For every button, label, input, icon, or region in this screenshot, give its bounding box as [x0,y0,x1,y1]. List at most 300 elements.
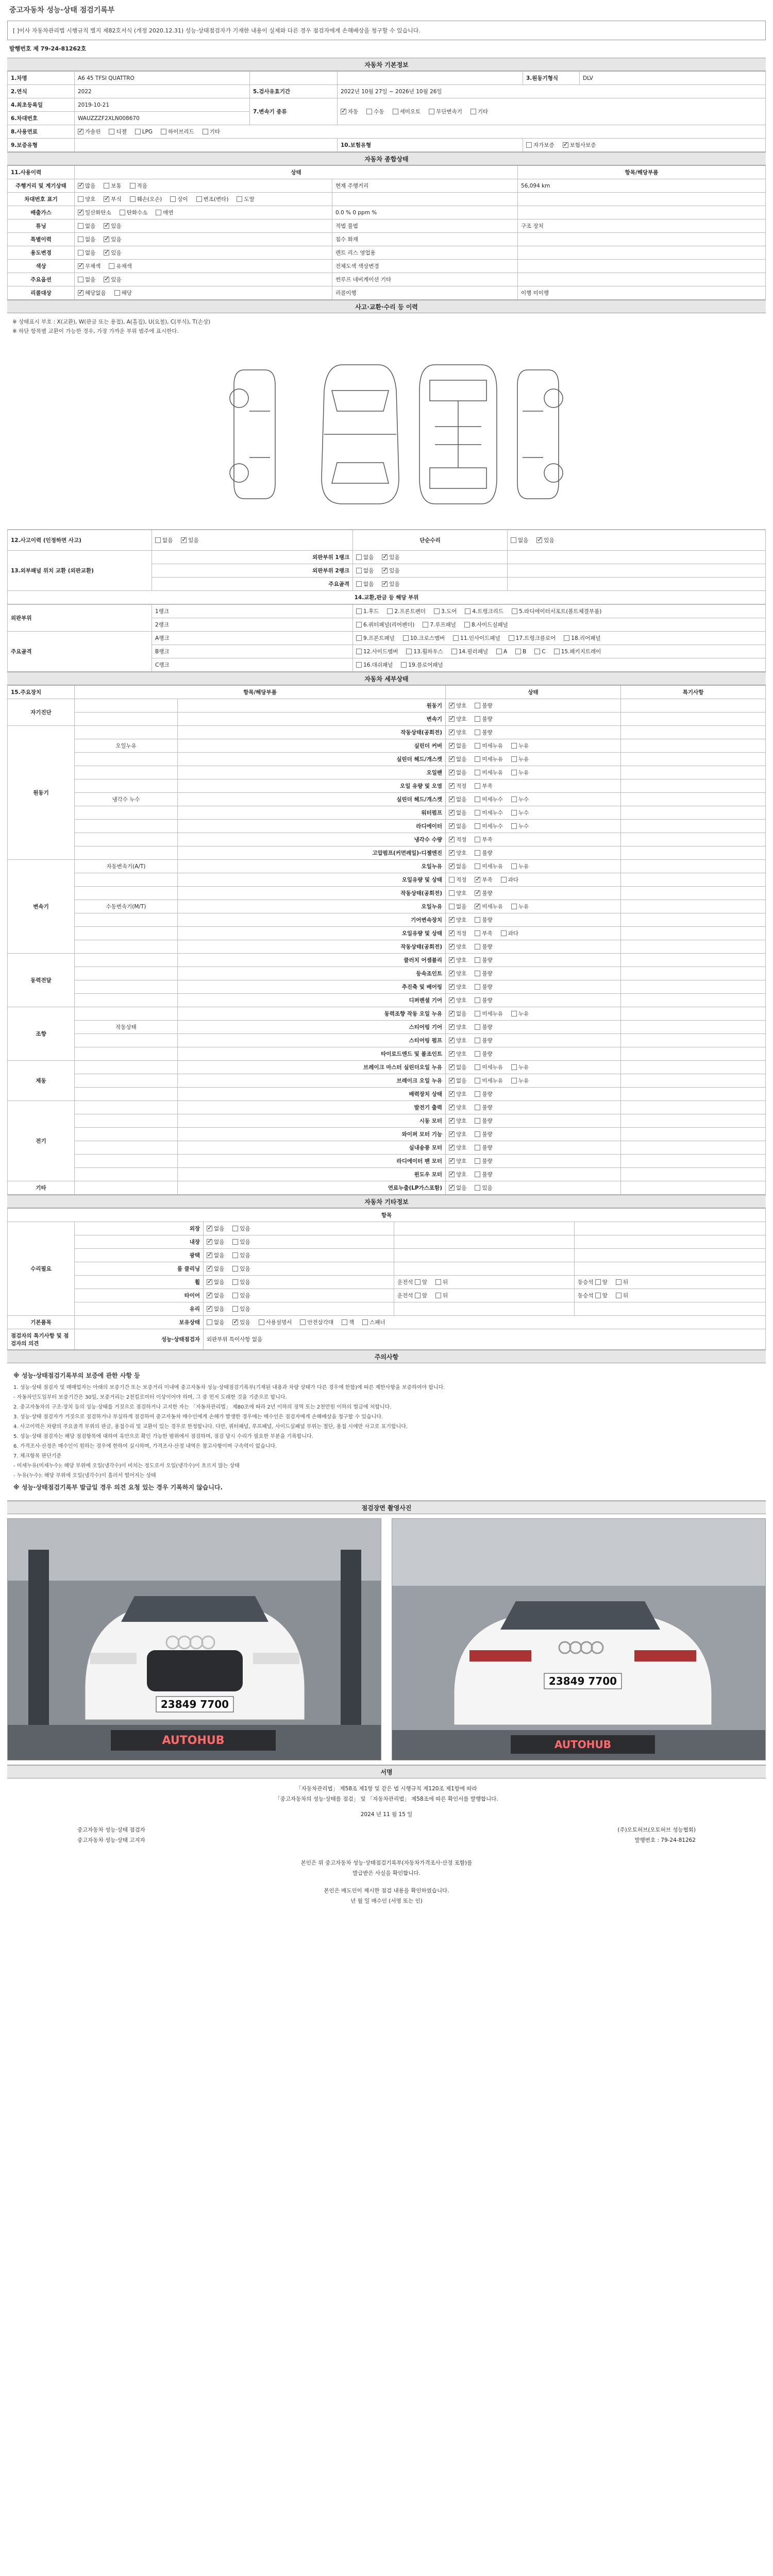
checkbox-option[interactable] [449,956,466,964]
checkbox-icon[interactable] [564,635,569,641]
checkbox-icon[interactable] [511,863,517,869]
checkbox-option[interactable] [104,249,121,257]
checkbox-option[interactable] [232,1265,250,1273]
checkbox-option[interactable] [512,607,601,615]
checkbox-option[interactable] [449,715,466,723]
checkbox-option[interactable] [554,648,601,655]
checkbox-icon[interactable] [475,863,480,869]
checkbox-option[interactable] [475,862,503,870]
checkbox-option[interactable] [475,1023,492,1031]
checkbox-icon[interactable] [435,1279,441,1285]
checkbox-option[interactable] [449,849,466,857]
checkbox-icon[interactable] [78,210,83,215]
checkbox-option[interactable] [511,769,529,776]
checkbox-icon[interactable] [356,635,362,641]
checkbox-icon[interactable] [78,129,83,134]
checkbox-icon[interactable] [207,1266,212,1272]
checkbox-icon[interactable] [434,608,440,614]
checkbox-icon[interactable] [536,537,542,543]
checkbox-icon[interactable] [207,1252,212,1258]
checkbox-option[interactable] [475,1184,492,1192]
checkbox-option[interactable] [449,903,466,910]
checkbox-icon[interactable] [382,554,388,560]
checkbox-icon[interactable] [616,1279,621,1285]
checkbox-option[interactable] [170,195,188,203]
checkbox-option[interactable] [135,129,153,135]
checkbox-icon[interactable] [475,1131,480,1137]
checkbox-icon[interactable] [449,743,455,749]
checkbox-icon[interactable] [449,930,455,936]
checkbox-option[interactable] [382,567,399,574]
checkbox-icon[interactable] [232,1226,238,1231]
checkbox-option[interactable] [449,916,466,924]
checkbox-icon[interactable] [109,263,114,269]
checkbox-option[interactable] [475,742,503,750]
checkbox-icon[interactable] [475,730,480,735]
checkbox-icon[interactable] [475,716,480,722]
checkbox-icon[interactable] [78,183,83,189]
checkbox-option[interactable] [501,876,518,884]
checkbox-option[interactable] [511,809,529,817]
checkbox-option[interactable] [511,1063,529,1071]
car-left-side-view[interactable] [230,370,275,499]
checkbox-option[interactable] [511,903,529,910]
checkbox-icon[interactable] [475,1158,480,1164]
checkbox-option[interactable] [114,289,132,297]
checkbox-icon[interactable] [104,250,109,256]
checkbox-icon[interactable] [511,796,517,802]
checkbox-icon[interactable] [449,877,455,883]
checkbox-icon[interactable] [423,622,428,628]
checkbox-icon[interactable] [300,1319,306,1325]
checkbox-option[interactable] [470,108,488,115]
checkbox-icon[interactable] [207,1306,212,1312]
checkbox-option[interactable] [475,1050,492,1058]
checkbox-option[interactable] [564,634,600,642]
checkbox-option[interactable] [453,634,500,642]
checkbox-option[interactable] [435,1292,448,1299]
checkbox-icon[interactable] [387,608,393,614]
checkbox-option[interactable] [534,649,545,655]
checkbox-icon[interactable] [453,635,459,641]
checkbox-icon[interactable] [78,223,83,229]
checkbox-icon[interactable] [475,984,480,990]
checkbox-option[interactable] [366,108,384,115]
checkbox-icon[interactable] [161,129,166,134]
checkbox-icon[interactable] [475,743,480,749]
checkbox-option[interactable] [449,943,466,951]
checkbox-option[interactable] [403,634,445,642]
checkbox-option[interactable] [475,889,492,897]
checkbox-icon[interactable] [403,635,409,641]
checkbox-option[interactable] [475,836,492,843]
checkbox-option[interactable] [511,536,528,544]
checkbox-option[interactable] [449,996,466,1004]
checkbox-icon[interactable] [449,917,455,923]
checkbox-icon[interactable] [511,756,517,762]
checkbox-option[interactable] [207,1251,224,1259]
checkbox-icon[interactable] [534,649,540,654]
checkbox-icon[interactable] [393,109,398,114]
checkbox-icon[interactable] [449,1051,455,1057]
checkbox-icon[interactable] [449,837,455,842]
checkbox-icon[interactable] [449,1118,455,1124]
checkbox-icon[interactable] [511,1078,517,1083]
checkbox-option[interactable] [475,903,503,910]
checkbox-option[interactable] [511,1010,529,1018]
checkbox-icon[interactable] [511,823,517,829]
car-underbody-view[interactable] [419,365,497,504]
checkbox-option[interactable] [449,1023,466,1031]
checkbox-icon[interactable] [415,1279,421,1285]
checkbox-icon[interactable] [464,622,470,628]
checkbox-option[interactable] [207,1292,224,1299]
checkbox-icon[interactable] [109,129,114,134]
checkbox-icon[interactable] [515,649,521,654]
checkbox-icon[interactable] [449,1064,455,1070]
checkbox-icon[interactable] [78,290,83,296]
checkbox-icon[interactable] [475,930,480,936]
checkbox-icon[interactable] [232,1306,238,1312]
checkbox-option[interactable] [356,661,393,669]
checkbox-option[interactable] [449,1117,466,1125]
checkbox-icon[interactable] [449,1145,455,1150]
checkbox-option[interactable] [449,836,466,843]
checkbox-option[interactable] [475,1157,492,1165]
checkbox-icon[interactable] [207,1239,212,1245]
checkbox-icon[interactable] [401,662,407,668]
checkbox-icon[interactable] [342,1319,347,1325]
checkbox-icon[interactable] [356,649,362,654]
checkbox-icon[interactable] [78,236,83,242]
checkbox-option[interactable] [449,728,466,736]
checkbox-icon[interactable] [554,649,560,654]
checkbox-option[interactable] [78,195,95,203]
checkbox-option[interactable] [475,916,492,924]
checkbox-icon[interactable] [511,537,516,543]
checkbox-icon[interactable] [451,649,457,654]
checkbox-icon[interactable] [449,703,455,708]
checkbox-option[interactable] [356,567,374,574]
checkbox-option[interactable] [496,649,507,655]
checkbox-option[interactable] [207,1305,224,1313]
checkbox-option[interactable] [104,235,121,243]
checkbox-icon[interactable] [232,1319,238,1325]
checkbox-option[interactable] [434,607,457,615]
checkbox-option[interactable] [356,634,395,642]
checkbox-option[interactable] [78,262,100,270]
checkbox-option[interactable] [449,862,466,870]
buyer-line-2[interactable]: 년 월 일 매수인 (서명 또는 인) [350,1898,423,1904]
checkbox-icon[interactable] [356,608,362,614]
checkbox-option[interactable] [616,1292,628,1299]
rear-photo[interactable] [392,1518,766,1760]
checkbox-option[interactable] [511,1077,529,1084]
checkbox-icon[interactable] [449,1105,455,1110]
checkbox-icon[interactable] [511,770,517,775]
checkbox-option[interactable] [207,1318,224,1326]
checkbox-option[interactable] [362,1318,385,1326]
checkbox-option[interactable] [475,996,492,1004]
checkbox-icon[interactable] [449,1038,455,1043]
checkbox-option[interactable] [259,1318,292,1326]
checkbox-icon[interactable] [356,662,362,668]
checkbox-option[interactable] [475,876,492,884]
checkbox-icon[interactable] [449,984,455,990]
checkbox-option[interactable] [130,195,162,203]
checkbox-option[interactable] [109,262,131,270]
checkbox-option[interactable] [207,1265,224,1273]
checkbox-icon[interactable] [135,129,141,134]
checkbox-icon[interactable] [475,971,480,976]
checkbox-option[interactable] [232,1238,250,1246]
checkbox-option[interactable] [181,536,198,544]
checkbox-icon[interactable] [449,944,455,950]
checkbox-option[interactable] [449,742,466,750]
checkbox-option[interactable] [475,970,492,977]
checkbox-option[interactable] [449,1010,466,1018]
checkbox-icon[interactable] [475,997,480,1003]
checkbox-icon[interactable] [449,957,455,963]
checkbox-option[interactable] [300,1318,333,1326]
checkbox-option[interactable] [120,209,148,216]
checkbox-icon[interactable] [470,109,476,114]
checkbox-icon[interactable] [232,1266,238,1272]
checkbox-icon[interactable] [475,1051,480,1057]
checkbox-option[interactable] [406,648,443,655]
checkbox-option[interactable] [449,983,466,991]
checkbox-option[interactable] [207,1238,224,1246]
checkbox-icon[interactable] [475,756,480,762]
checkbox-option[interactable] [475,769,503,776]
checkbox-icon[interactable] [429,109,434,114]
checkbox-option[interactable] [475,702,492,709]
checkbox-option[interactable] [511,755,529,763]
checkbox-option[interactable] [78,289,106,297]
checkbox-option[interactable] [449,1144,466,1151]
checkbox-icon[interactable] [449,770,455,775]
checkbox-icon[interactable] [511,1064,517,1070]
checkbox-icon[interactable] [512,608,517,614]
checkbox-option[interactable] [382,553,399,561]
checkbox-option[interactable] [78,235,95,243]
checkbox-option[interactable] [78,182,95,190]
checkbox-icon[interactable] [475,957,480,963]
checkbox-icon[interactable] [475,944,480,950]
checkbox-option[interactable] [104,222,121,230]
checkbox-option[interactable] [475,795,503,803]
checkbox-icon[interactable] [475,810,480,816]
checkbox-option[interactable] [475,943,492,951]
checkbox-option[interactable] [78,209,111,216]
checkbox-icon[interactable] [449,1172,455,1177]
checkbox-icon[interactable] [475,904,480,909]
checkbox-option[interactable] [563,141,596,149]
checkbox-option[interactable] [449,1050,466,1058]
checkbox-icon[interactable] [475,917,480,923]
checkbox-option[interactable] [511,862,529,870]
checkbox-option[interactable] [161,128,194,135]
checkbox-option[interactable] [341,108,358,115]
checkbox-option[interactable] [449,1104,466,1111]
checkbox-option[interactable] [449,1090,466,1098]
checkbox-icon[interactable] [120,210,125,215]
checkbox-option[interactable] [475,1037,492,1044]
checkbox-icon[interactable] [475,1064,480,1070]
checkbox-icon[interactable] [156,210,161,215]
checkbox-option[interactable] [475,1104,492,1111]
checkbox-icon[interactable] [130,183,136,189]
checkbox-icon[interactable] [181,537,187,543]
checkbox-icon[interactable] [435,1293,441,1298]
checkbox-option[interactable] [449,782,466,790]
checkbox-option[interactable] [232,1305,250,1313]
checkbox-option[interactable] [382,580,399,588]
checkbox-option[interactable] [449,702,466,709]
checkbox-option[interactable] [511,795,529,803]
checkbox-option[interactable] [475,1117,492,1125]
checkbox-option[interactable] [356,580,374,588]
checkbox-icon[interactable] [563,142,568,148]
checkbox-option[interactable] [475,849,492,857]
checkbox-icon[interactable] [475,890,480,896]
checkbox-option[interactable] [232,1251,250,1259]
checkbox-icon[interactable] [207,1226,212,1231]
checkbox-option[interactable] [207,1278,224,1286]
checkbox-icon[interactable] [449,756,455,762]
checkbox-option[interactable] [207,1225,224,1232]
checkbox-icon[interactable] [232,1252,238,1258]
checkbox-option[interactable] [232,1225,250,1232]
checkbox-option[interactable] [423,621,456,629]
checkbox-icon[interactable] [449,730,455,735]
checkbox-icon[interactable] [78,277,83,282]
checkbox-icon[interactable] [595,1293,601,1298]
checkbox-icon[interactable] [475,1078,480,1083]
checkbox-icon[interactable] [356,622,362,628]
checkbox-icon[interactable] [475,1038,480,1043]
checkbox-option[interactable] [232,1292,250,1299]
checkbox-icon[interactable] [511,743,517,749]
checkbox-icon[interactable] [104,196,109,202]
checkbox-icon[interactable] [237,196,242,202]
checkbox-icon[interactable] [449,783,455,789]
checkbox-option[interactable] [435,1278,448,1286]
checkbox-icon[interactable] [382,568,388,573]
checkbox-icon[interactable] [196,196,202,202]
checkbox-icon[interactable] [511,904,517,909]
checkbox-option[interactable] [356,607,379,615]
checkbox-icon[interactable] [382,581,388,587]
checkbox-icon[interactable] [104,236,109,242]
checkbox-icon[interactable] [207,1279,212,1285]
checkbox-icon[interactable] [104,223,109,229]
checkbox-icon[interactable] [475,796,480,802]
checkbox-icon[interactable] [406,649,412,654]
checkbox-icon[interactable] [356,554,362,560]
checkbox-icon[interactable] [449,1185,455,1191]
checkbox-icon[interactable] [356,568,362,573]
checkbox-option[interactable] [156,209,173,216]
checkbox-option[interactable] [595,1292,608,1299]
car-top-view[interactable] [322,365,399,504]
checkbox-icon[interactable] [449,890,455,896]
checkbox-icon[interactable] [511,810,517,816]
checkbox-icon[interactable] [232,1293,238,1298]
checkbox-icon[interactable] [259,1319,264,1325]
checkbox-icon[interactable] [449,1131,455,1137]
checkbox-icon[interactable] [509,635,514,641]
checkbox-option[interactable] [449,755,466,763]
checkbox-option[interactable] [109,128,126,135]
checkbox-option[interactable] [393,108,421,115]
checkbox-option[interactable] [475,809,503,817]
checkbox-option[interactable] [387,607,426,615]
checkbox-icon[interactable] [170,196,176,202]
checkbox-option[interactable] [475,1171,492,1178]
checkbox-option[interactable] [449,1077,466,1084]
checkbox-icon[interactable] [449,850,455,856]
checkbox-option[interactable] [449,795,466,803]
checkbox-option[interactable] [475,715,492,723]
checkbox-icon[interactable] [207,1293,212,1298]
checkbox-option[interactable] [509,634,556,642]
checkbox-option[interactable] [475,755,503,763]
checkbox-icon[interactable] [78,263,83,269]
checkbox-option[interactable] [203,128,220,135]
checkbox-icon[interactable] [78,250,83,256]
checkbox-option[interactable] [449,809,466,817]
front-photo[interactable] [7,1518,381,1760]
checkbox-icon[interactable] [341,109,346,114]
checkbox-icon[interactable] [449,716,455,722]
checkbox-icon[interactable] [449,904,455,909]
checkbox-option[interactable] [78,249,95,257]
checkbox-icon[interactable] [501,877,507,883]
checkbox-icon[interactable] [465,608,470,614]
checkbox-icon[interactable] [449,1158,455,1164]
checkbox-icon[interactable] [415,1293,421,1298]
checkbox-option[interactable] [449,1063,466,1071]
checkbox-option[interactable] [465,607,503,615]
checkbox-icon[interactable] [475,837,480,842]
checkbox-option[interactable] [449,929,466,937]
checkbox-icon[interactable] [232,1279,238,1285]
checkbox-icon[interactable] [475,783,480,789]
checkbox-option[interactable] [356,621,414,629]
checkbox-option[interactable] [356,648,398,655]
checkbox-option[interactable] [595,1278,608,1286]
checkbox-option[interactable] [449,1184,466,1192]
checkbox-icon[interactable] [526,142,532,148]
checkbox-icon[interactable] [475,1105,480,1110]
checkbox-icon[interactable] [475,877,480,883]
checkbox-option[interactable] [515,649,526,655]
checkbox-option[interactable] [475,1090,492,1098]
checkbox-option[interactable] [475,822,503,830]
checkbox-option[interactable] [104,182,121,190]
checkbox-option[interactable] [501,929,518,937]
checkbox-option[interactable] [342,1318,354,1326]
checkbox-icon[interactable] [356,581,362,587]
checkbox-option[interactable] [449,970,466,977]
checkbox-icon[interactable] [475,1091,480,1097]
checkbox-option[interactable] [449,1171,466,1178]
checkbox-icon[interactable] [207,1319,212,1325]
checkbox-option[interactable] [449,822,466,830]
checkbox-icon[interactable] [475,703,480,708]
checkbox-icon[interactable] [449,796,455,802]
